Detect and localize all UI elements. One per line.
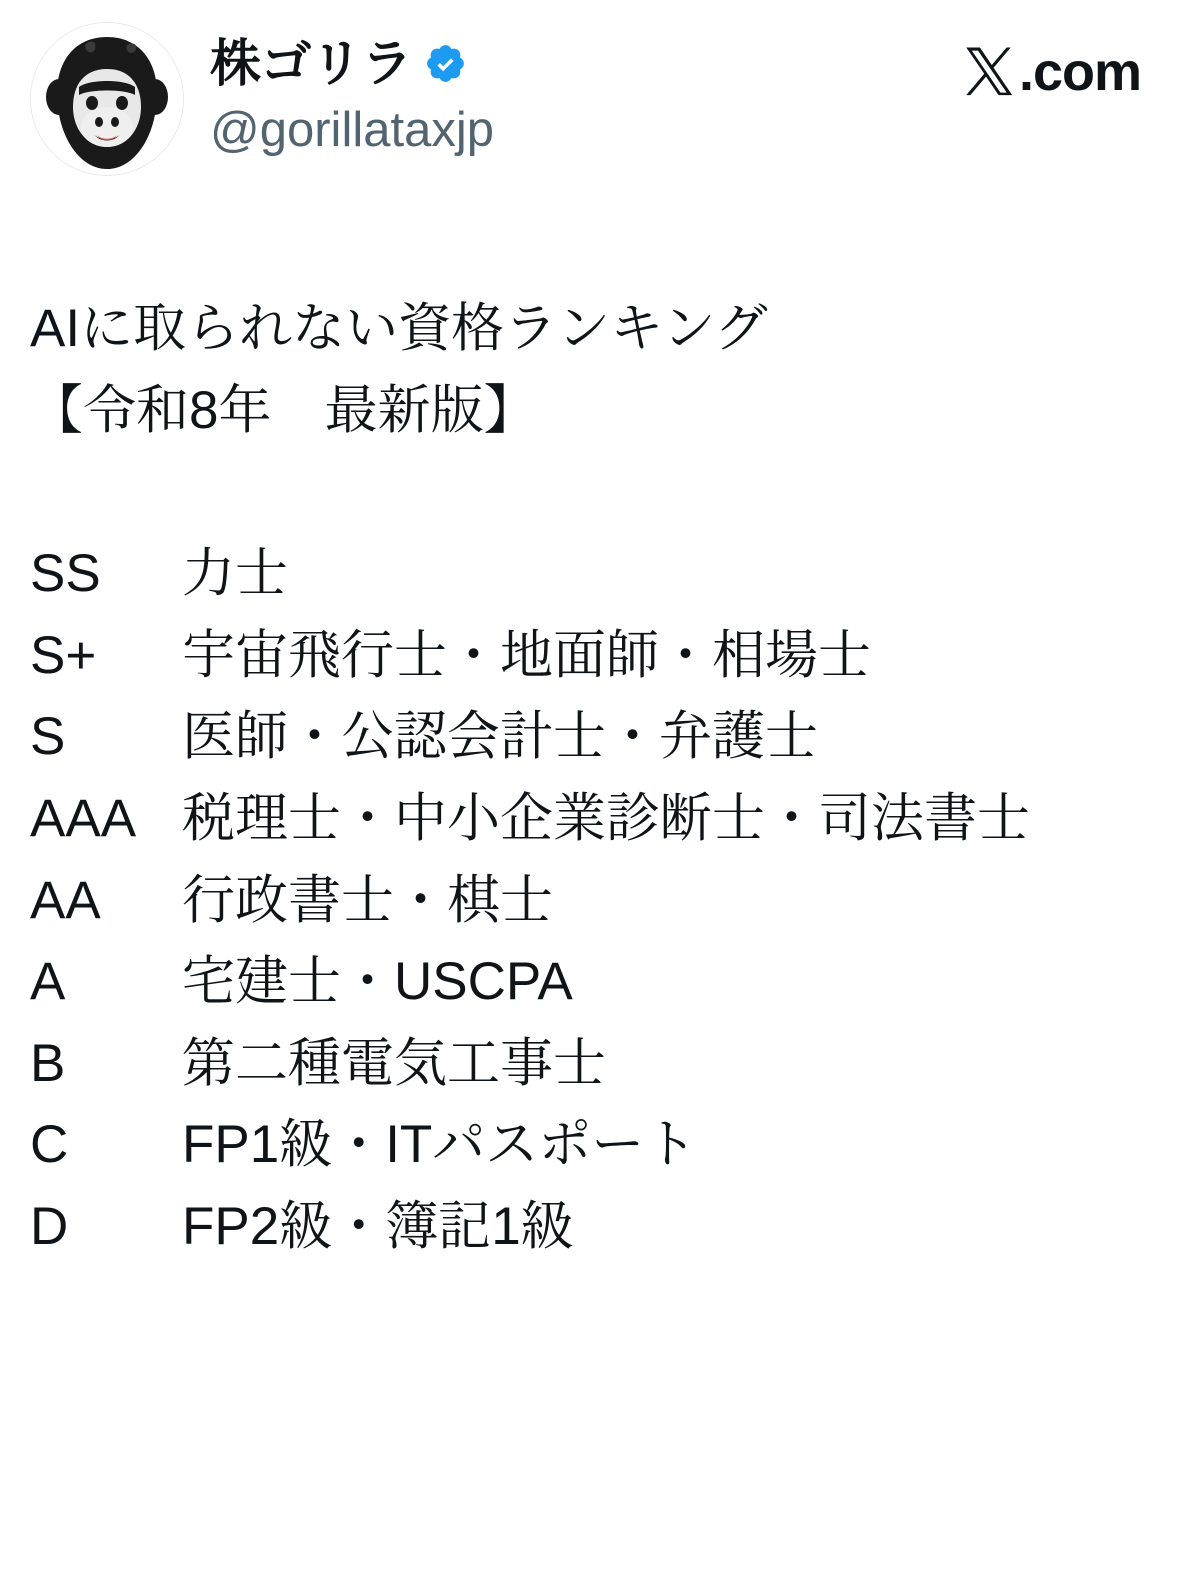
rank-label: S [30, 707, 66, 767]
rank-entries: 宅建士・USCPA [182, 952, 573, 1012]
rank-row [30, 615, 1149, 697]
rank-entries: 力士 [182, 544, 288, 604]
rank-row [30, 533, 1149, 615]
rank-label: AA [30, 870, 101, 930]
rank-row [30, 1023, 1149, 1105]
rank-row [30, 1186, 1149, 1268]
tweet-blank-line [30, 451, 1149, 533]
display-name: 株ゴリラ [210, 35, 413, 92]
rank-row [30, 1104, 1149, 1186]
verified-badge-icon [424, 42, 467, 85]
rank-label: C [30, 1115, 69, 1175]
x-logo-icon [961, 44, 1017, 100]
account-block[interactable] [30, 22, 494, 176]
tweet-title-line-2: 【令和8年 最新版】 [30, 380, 537, 440]
rank-entries: 医師・公認会計士・弁護士 [182, 707, 818, 767]
rank-row [30, 778, 1149, 860]
rank-row [30, 860, 1149, 942]
avatar[interactable] [30, 22, 184, 176]
rank-row [30, 941, 1149, 1023]
rank-entries: FP2級・簿記1級 [182, 1197, 574, 1257]
display-name-row [210, 34, 494, 93]
rank-entries: 第二種電気工事士 [182, 1033, 606, 1093]
rank-entries: 宇宙飛行士・地面師・相場士 [182, 625, 871, 685]
rank-entries: 税理士・中小企業診断士・司法書士 [182, 789, 1030, 849]
account-names [210, 22, 494, 159]
rank-label: S+ [30, 625, 97, 685]
tweet-text [30, 288, 1149, 1268]
rank-label: A [30, 952, 66, 1012]
rank-row [30, 696, 1149, 778]
rank-entries: FP1級・ITパスポート [182, 1115, 698, 1175]
rank-entries: 行政書士・棋士 [182, 870, 553, 930]
rank-label: B [30, 1033, 66, 1093]
rank-label: D [30, 1197, 69, 1257]
rank-label: AAA [30, 789, 137, 849]
tweet-title-line-1: AIに取られない資格ランキング [30, 299, 768, 358]
account-handle: @gorillataxjp [210, 103, 494, 158]
tweet-header [30, 22, 1149, 176]
brand-suffix: .com [1018, 42, 1141, 102]
brand-watermark [961, 22, 1149, 100]
ranking-list [30, 533, 1149, 1267]
rank-label: SS [30, 544, 101, 604]
